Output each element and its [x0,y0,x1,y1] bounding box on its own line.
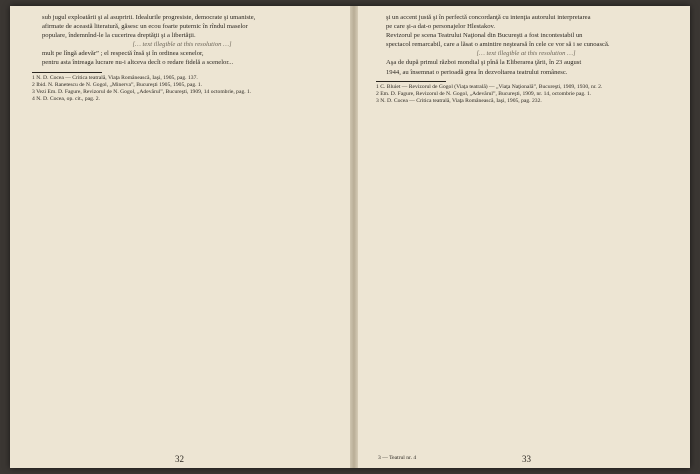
body-line: spectacol remarcabil, care a lăsat o amintire neştearsă în cele ce vor să i se cunoască. [386,41,610,49]
left-page-body [32,14,332,68]
footnote: 3 Vezi Em. D. Fagure, Revizorul de N. Gogol, „Adevărul”, Bucureşti, 1909, 14 octombrie, pag. 1. [32,88,252,95]
footnote: 4 N. D. Cocea, op. cit., pag. 2. [32,95,100,102]
body-line: Revizorul pe scena Teatrului Naţional din Bucureşti a fost incontestabil un [386,32,583,40]
left-page [32,14,332,103]
footnote: 3 N. D. Cocea — Critica teatrală, Viaţa Românească, Iaşi, 1905, pag. 232. [376,97,542,104]
body-line: afirmate de această literatură, găsesc un ecou foarte puternic în rîndul maselor [42,23,248,31]
footnote-rule [32,72,102,73]
book-gutter [350,6,358,468]
footnote: 2 Ibid. N. Ranetescu de N. Gogol, „Minerva”, Bucureşti 1905, 1905, pag. 1. [32,81,203,88]
right-page-number: 33 [522,454,531,464]
body-line: şi un accent justă şi în perfectă concordanţă cu intenţia autorului interpretarea [386,14,591,21]
body-line: 1944, au însemnat o perioadă grea în dezvoltarea teatrului românesc. [386,68,568,76]
left-page-number: 32 [175,454,184,464]
right-page-body [376,14,676,77]
illegible-text-marker: [… text illegible at this resolution …] [476,50,576,58]
left-footnotes [32,75,332,103]
body-line: Aşa de după primul război mondial şi pînă la Eliberarea ţării, în 23 august [386,59,582,67]
body-line: populare, îndemnînd-le la cucerirea dreptăţii şi a libertăţii. [42,32,196,40]
body-line: pe care şi-a dat-o personajelor Hlestakov. [386,23,496,31]
right-footnotes [376,84,676,105]
book-spread [10,6,690,468]
footnote: 1 N. D. Cocea — Critica teatrală, Viaţa Românească, Iaşi, 1905, pag. 137. [32,74,198,81]
footnote: 2 Em. D. Fagure, Revizorul de N. Gogol, „Adevărul”, Bucureşti, 1909, nr. 14, octombrie pag. 1. [376,90,592,97]
footnote-rule [376,81,446,82]
illegible-text-marker: [… text illegible at this resolution …] [132,41,232,49]
body-line: pentru asta întreaga lucrare nu-i altceva decît o redare fidelă a scenelor... [42,59,234,67]
body-line: mult pe lîngă adevăr” ; el respectă însă şi în ordinea scenelor, [42,50,204,58]
printer-signature: 3 — Teatrul nr. 4 [378,455,417,461]
right-page [376,14,676,105]
footnote: 1 C. Bluiet — Revizorul de Gogol (Viaţa teatrală) — „Viaţa Naţională”, Bucureşti, 1909, 1930, nr. 2. [376,83,603,90]
body-line: sub jugul exploatării şi al asupririi. Idealurile progresiste, democrate şi umaniste, [42,14,256,21]
